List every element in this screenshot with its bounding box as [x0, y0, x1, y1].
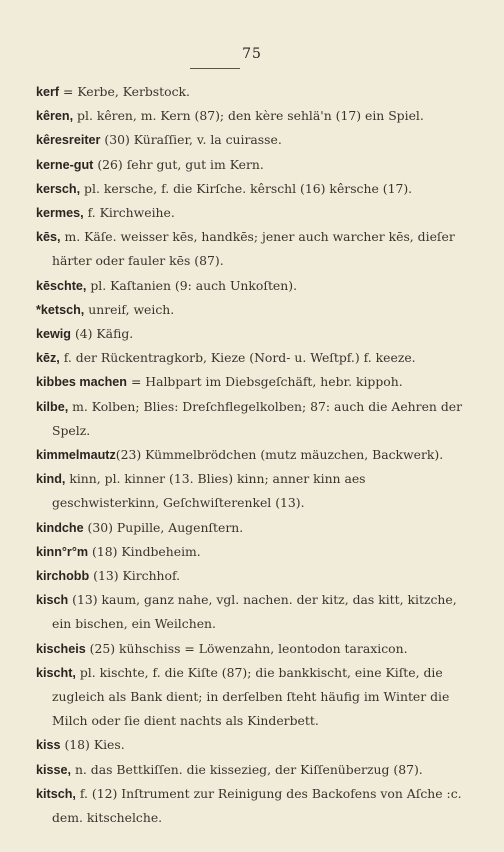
- entry-definition: (18) Kies.: [60, 737, 125, 753]
- dictionary-entry: [36, 153, 476, 177]
- entry-headword: kersch,: [36, 181, 81, 196]
- dictionary-entry: [36, 201, 476, 225]
- entry-list: [36, 80, 476, 830]
- entry-definition: kinn, pl. kinner (13. Blies) kinn; anner kinn aes geschwisterkinn, Geſchwiſterenkel (13).: [52, 471, 366, 511]
- dictionary-entry: [36, 346, 476, 370]
- page-number: 75: [242, 46, 262, 62]
- entry-headword: kerf: [36, 85, 60, 99]
- entry-definition: pl. kêren, m. Kern (87); den kère sehlä'n (17) ein Spiel.: [73, 108, 424, 124]
- entry-headword: kibbes machen: [36, 375, 127, 390]
- entry-definition: pl. kersche, f. die Kirſche. kêrschl (16) kêrsche (17).: [80, 180, 413, 196]
- entry-headword: kewig: [36, 327, 71, 342]
- entry-definition: f. (12) Inſtrument zur Reinigung des Backofens von Aſche :c. dem. kitschelche.: [52, 785, 462, 826]
- entry-definition: (26) ſehr gut, gut im Kern.: [93, 156, 264, 172]
- entry-definition: pl. kischte, f. die Kiſte (87); die bankkischt, eine Kiſte, die zugleich als Bank dient; in derſelben ſteht häufig im Winter die Milch oder ſie dient nachts als Kinderbett.: [52, 664, 450, 729]
- entry-headword: kiss: [36, 738, 61, 753]
- entry-headword: kind,: [36, 472, 66, 487]
- dictionary-entry: [36, 225, 476, 273]
- entry-definition: (30) Pupille, Augenſtern.: [83, 519, 244, 535]
- entry-headword: kēs,: [36, 230, 61, 245]
- entry-headword: kinn°r°m: [36, 544, 89, 559]
- entry-definition: (13) kaum, ganz nahe, vgl. nachen. der kitz, das kitt, kitzche, ein bischen, ein Weilchen.: [52, 592, 457, 632]
- dictionary-entry: [36, 637, 476, 661]
- dictionary-entry: [36, 322, 476, 346]
- dictionary-entry: [36, 588, 476, 636]
- dictionary-entry: [36, 661, 476, 734]
- entry-definition: (23) Kümmelbrödchen (mutz mäuzchen, Backwerk).: [115, 447, 444, 463]
- dictionary-entry: [36, 758, 476, 782]
- entry-definition: f. Kirchweihe.: [83, 205, 175, 221]
- dictionary-entry: [36, 733, 476, 757]
- entry-headword: kilbe,: [36, 399, 69, 414]
- entry-definition: (30) Küraſſier, v. la cuirasse.: [100, 132, 282, 148]
- dictionary-entry: [36, 564, 476, 588]
- dictionary-entry: [36, 104, 476, 128]
- entry-definition: (13) Kirchhof.: [89, 568, 181, 584]
- header-rule: [190, 68, 240, 69]
- entry-definition: (25) kühschiss = Löwenzahn, leontodon taraxicon.: [85, 640, 408, 656]
- entry-definition: = Kerbe, Kerbstock.: [59, 84, 190, 99]
- entry-definition: unreif, weich.: [84, 301, 175, 317]
- dictionary-entry: [36, 467, 476, 515]
- entry-headword: kindche: [36, 520, 84, 535]
- entry-headword: kimmelmautz: [36, 448, 116, 463]
- entry-headword: kermes,: [36, 206, 84, 221]
- entry-definition: (4) Käfig.: [71, 326, 134, 342]
- dictionary-entry: [36, 128, 476, 152]
- entry-definition: m. Käſe. weisser kēs, handkēs; jener auch warcher kēs, dieſer härter oder fauler kēs (87).: [52, 229, 455, 269]
- dictionary-entry: [36, 443, 476, 467]
- entry-headword: kirchobb: [36, 569, 90, 584]
- entry-definition: pl. Kaſtanien (9: auch Unkoſten).: [86, 277, 298, 293]
- entry-definition: = Halbpart im Diebsgeſchäft, hebr. kippoh.: [127, 374, 403, 390]
- entry-headword: *ketsch,: [36, 302, 85, 317]
- dictionary-entry: [36, 274, 476, 298]
- entry-definition: f. der Rückentragkorb, Kieze (Nord- u. Weſtpf.) f. keeze.: [59, 350, 416, 366]
- entry-headword: kerne-gut: [36, 157, 94, 172]
- entry-headword: kischeis: [36, 641, 86, 656]
- entry-headword: kitsch,: [36, 786, 76, 801]
- entry-definition: (18) Kindbeheim.: [88, 543, 201, 559]
- dictionary-entry: [36, 177, 476, 201]
- dictionary-entry: [36, 298, 476, 322]
- dictionary-entry: [36, 782, 476, 830]
- dictionary-entry: [36, 540, 476, 564]
- dictionary-entry: [36, 80, 476, 104]
- dictionary-entry: [36, 395, 476, 443]
- entry-definition: m. Kolben; Blies: Dreſchflegelkolben; 87: auch die Aehren der Spelz.: [52, 398, 463, 438]
- entry-headword: kischt,: [36, 665, 76, 680]
- entry-headword: kēz,: [36, 351, 60, 366]
- dictionary-entry: [36, 370, 476, 394]
- entry-headword: kisse,: [36, 762, 72, 777]
- entry-headword: kêren,: [36, 109, 74, 124]
- entry-headword: kisch: [36, 593, 69, 608]
- dictionary-entry: [36, 516, 476, 540]
- entry-headword: kêresreiter: [36, 133, 101, 148]
- entry-definition: n. das Bettkiſſen. die kissezieg, der Kiſſenüberzug (87).: [71, 761, 423, 777]
- entry-headword: kēschte,: [36, 278, 87, 293]
